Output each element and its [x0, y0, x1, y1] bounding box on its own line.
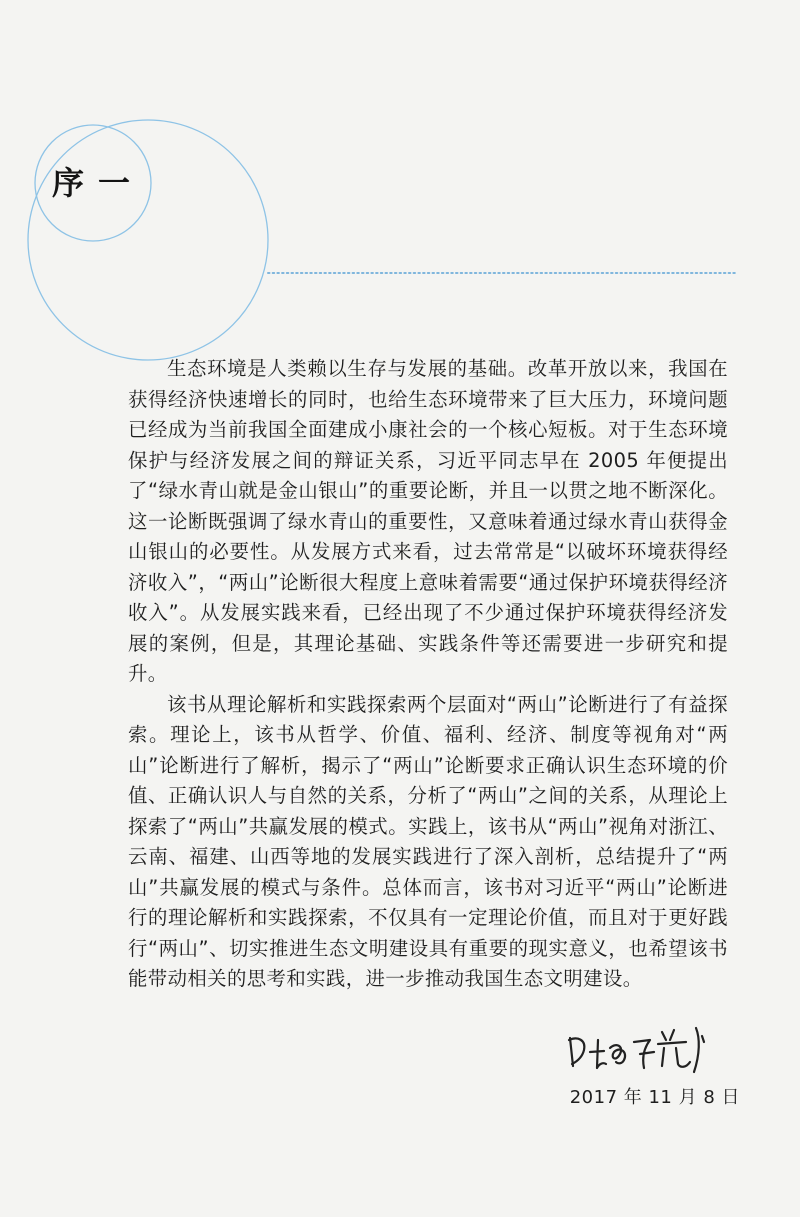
preface-heading: 序一	[52, 164, 145, 202]
date-line: 2017 年 11 月 8 日	[569, 1087, 740, 1108]
large-circle	[28, 120, 268, 360]
handwritten-signature	[564, 1018, 724, 1080]
paragraph-2: 该书从理论解析和实践探索两个层面对“两山”论断进行了有益探索。理论上，该书从哲学、价值、福利、经济、制度等视角对“两山”论断进行了解析，揭示了“两山”论断要求正确认识生态环境的价值、正确认识人与自然的关系，分析了“两山”之间的关系，从理论上探索了“两山”共赢发展的模式。实践上，该书从“两山”视角对浙江、云南、福建、山西等地的发展实践进行了深入剖析，总结提升了“两山”共赢发展的模式与条件。总体而言，该书对习近平“两山”论断进行的理论解析和实践探索，不仅具有一定理论价值，而且对于更好践行“两山”、切实推进生态文明建设具有重要的现实意义，也希望该书能带动相关的思考和实践，进一步推动我国生态文明建设。	[128, 692, 728, 990]
preface-body	[128, 354, 728, 995]
paragraph-1: 生态环境是人类赖以生存与发展的基础。改革开放以来，我国在获得经济快速增长的同时，也给生态环境带来了巨大压力，环境问题已经成为当前我国全面建成小康社会的一个核心短板。对于生态环境保护与经济发展之间的辩证关系，习近平同志早在 2005 年便提出了“绿水青山就是金山银山”的重要论断，并且一以贯之地不断深化。这一论断既强调了绿水青山的重要性，又意味着通过绿水青山获得金山银山的必要性。从发展方式来看，过去常常是“以破坏环境获得经济收入”，“两山”论断很大程度上意味着需要“通过保护环境获得经济收入”。从发展实践来看，已经出现了不少通过保护环境获得经济发展的案例，但是，其理论基础、实践条件等还需要进一步研究和提升。	[128, 357, 728, 685]
